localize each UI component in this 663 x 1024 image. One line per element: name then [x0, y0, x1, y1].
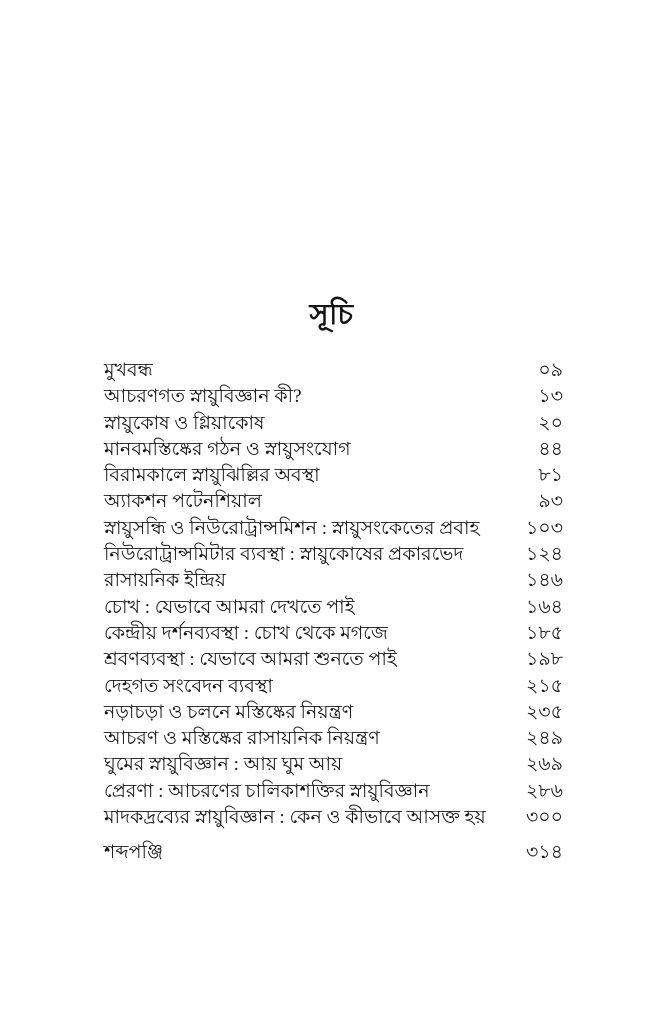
toc-entry-page-number: ১০৩	[525, 517, 563, 539]
toc-entry	[104, 840, 563, 866]
toc-entry-page-number: ১৮৫	[526, 622, 563, 644]
toc-entry-title: নিউরোট্রান্সমিটার ব্যবস্থা : স্নায়ুকোষের প্রকারভেদ	[104, 544, 464, 566]
toc-entry-title: কেন্দ্রীয় দর্শনব্যবস্থা : চোখ থেকে মগজে	[104, 622, 388, 644]
toc-entry-page-number: ১২৪	[525, 544, 563, 566]
toc-entry	[104, 463, 563, 489]
toc-entry	[104, 805, 563, 831]
toc-entry	[104, 674, 563, 700]
toc-entry-title: স্নায়ুসন্ধি ও নিউরোট্রান্সমিশন : স্নায়ুসংকেতের প্রবাহ	[104, 517, 480, 539]
toc-entry	[104, 411, 563, 437]
toc-entry-page-number: ২০	[538, 412, 563, 434]
toc-entry-page-number: ১৩	[538, 386, 563, 408]
toc-entry-title: মানবমস্তিষ্কের গঠন ও স্নায়ুসংযোগ	[104, 438, 351, 460]
toc-list	[104, 358, 563, 867]
toc-entry-title: মুখবন্ধ	[104, 360, 153, 381]
toc-entry-page-number: ০৯	[538, 360, 563, 381]
toc-entry	[104, 700, 563, 726]
toc-entry-title: অ্যাকশন পটেনশিয়াল	[104, 491, 262, 513]
toc-entry-title: ঘুমের স্নায়ুবিজ্ঞান : আয় ঘুম আয়	[104, 754, 343, 776]
toc-entry-title: রাসায়নিক ইন্দ্রিয়	[104, 570, 226, 592]
toc-entry	[104, 726, 563, 752]
toc-entry-page-number: ৯৩	[538, 491, 563, 513]
toc-entry	[104, 516, 563, 542]
toc-entry-title: নড়াচড়া ও চলনে মস্তিষ্কের নিয়ন্ত্রণ	[104, 701, 354, 723]
toc-entry-title: আচরণগত স্নায়ুবিজ্ঞান কী?	[104, 386, 302, 408]
toc-entry	[104, 542, 563, 568]
toc-entry-page-number: ২৩৫	[525, 701, 563, 723]
toc-entry-title: আচরণ ও মস্তিষ্কের রাসায়নিক নিয়ন্ত্রণ	[104, 728, 380, 750]
toc-entry-title: মাদকদ্রব্যের স্নায়ুবিজ্ঞান : কেন ও কীভাবে আসক্ত হয়	[104, 807, 486, 829]
toc-entry-title: শব্দপঞ্জি	[104, 842, 164, 864]
toc-entry	[104, 779, 563, 805]
toc-entry-title: চোখ : যেভাবে আমরা দেখতে পাই	[104, 596, 355, 618]
toc-entry-page-number: ২১৫	[525, 675, 563, 697]
toc-entry-title: প্রেরণা : আচরণের চালিকাশক্তির স্নায়ুবিজ্ঞান	[104, 780, 430, 802]
toc-entry-page-number: ১৪৬	[525, 570, 563, 592]
toc-entry-page-number: ৩১৪	[525, 842, 563, 864]
toc-entry-page-number: ২৬৯	[525, 754, 563, 776]
toc-entry-page-number: ৩০০	[525, 807, 563, 829]
page-title: সূচি	[309, 299, 354, 331]
toc-entry	[104, 437, 563, 463]
toc-entry	[104, 384, 563, 410]
toc-entry	[104, 752, 563, 778]
toc-entry-title: শ্রবণব্যবস্থা : যেভাবে আমরা শুনতে পাই	[104, 649, 397, 671]
toc-entry-page-number: ১৬৪	[525, 596, 563, 618]
toc-entry-title: দেহগত সংবেদন ব্যবস্থা	[104, 675, 273, 697]
toc-entry	[104, 489, 563, 515]
toc-entry	[104, 621, 563, 647]
toc-entry-page-number: ১৯৮	[526, 649, 563, 671]
toc-entry-page-number: ৮১	[538, 465, 563, 487]
toc-entry-title: স্নায়ুকোষ ও গ্লিয়াকোষ	[104, 412, 265, 434]
toc-entry	[104, 595, 563, 621]
toc-entry-page-number: ২৮৬	[525, 780, 563, 802]
toc-entry	[104, 358, 563, 384]
toc-entry-title: বিরামকালে স্নায়ুঝিল্লির অবস্থা	[104, 465, 320, 487]
toc-entry-page-number: ২৪৯	[525, 728, 563, 750]
toc-entry-page-number: ৪৪	[538, 438, 563, 460]
toc-entry	[104, 647, 563, 673]
toc-entry	[104, 568, 563, 594]
